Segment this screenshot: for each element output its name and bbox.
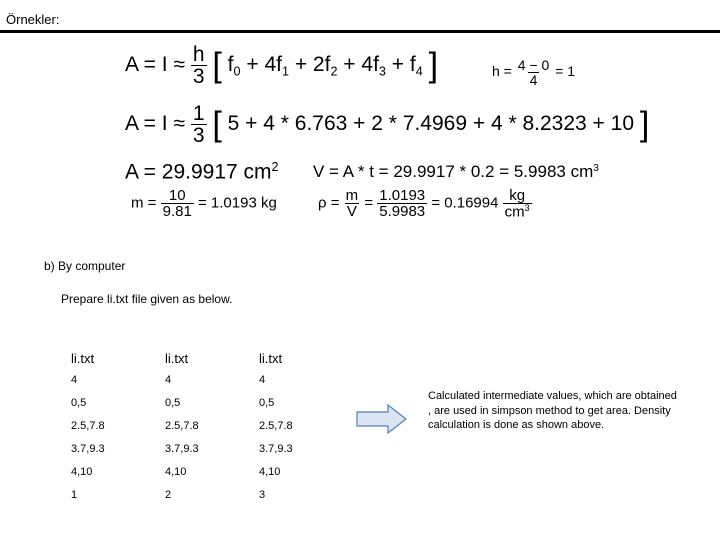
page-title: Örnekler: xyxy=(6,12,60,27)
table-cell: 2.5,7.8 xyxy=(259,419,293,432)
simpson-numeric-formula xyxy=(125,103,649,146)
simpson-formula xyxy=(125,44,438,87)
density-fraction-1 xyxy=(344,188,361,219)
density-unit-fraction xyxy=(503,188,532,219)
fraction2-numerator: 1 xyxy=(192,102,205,125)
column-header: li.txt xyxy=(165,351,189,366)
table-cell: 2.5,7.8 xyxy=(165,419,199,432)
mass-formula xyxy=(131,188,277,219)
mass-denominator: 9.81 xyxy=(162,203,192,220)
volume-text: V = A * t = 29.9917 * 0.2 = 5.9983 cm xyxy=(313,162,594,181)
density-fraction-2 xyxy=(377,188,427,219)
density-rhs: = 0.16994 xyxy=(431,194,499,212)
density-unit-den-text: cm xyxy=(504,203,525,221)
density-f2-numerator: 1.0193 xyxy=(379,187,426,205)
column-header: li.txt xyxy=(71,351,95,366)
density-unit-denominator xyxy=(503,203,532,219)
formula-body: $f_0 + 4f_1 + 2f_2 + 4f_3 + f_4$ xyxy=(227,53,423,79)
section-subtitle: b) By computer xyxy=(44,259,126,273)
table-cell: 4,10 xyxy=(259,465,281,478)
bracket2-open: [ xyxy=(212,105,222,144)
table-row xyxy=(66,483,348,506)
volume-unit-power: 3 xyxy=(593,162,599,174)
formula2-lhs: A = I ≈ xyxy=(125,112,185,136)
formula2-fraction xyxy=(191,103,207,146)
table-cell: 3.7,9.3 xyxy=(259,442,293,455)
step-size-formula xyxy=(492,58,575,87)
area-text: A = 29.9917 cm xyxy=(125,160,272,184)
table-cell: 2 xyxy=(165,488,172,501)
right-arrow-icon xyxy=(356,404,408,434)
table-row xyxy=(66,460,348,483)
fraction-denominator: 3 xyxy=(192,65,205,88)
table-cell: 4 xyxy=(71,373,78,386)
table-cell: 3.7,9.3 xyxy=(165,442,199,455)
bracket-open: [ xyxy=(212,46,222,85)
bracket-close: ] xyxy=(428,46,439,85)
h-denominator: 4 xyxy=(529,72,538,88)
h-rhs: = 1 xyxy=(555,63,576,80)
table-cell: 1 xyxy=(71,488,78,501)
formula2-body: 5 + 4 * 6.763 + 2 * 7.4969 + 4 * 8.2323 + 10 xyxy=(227,112,634,136)
explanation-note: Calculated intermediate values, which are obtained , are used in simpson method to get area. Density calculation is done as shown above. xyxy=(428,390,677,431)
area-result xyxy=(125,160,279,185)
formula-lhs: A = I ≈ xyxy=(125,53,185,77)
instruction-text: Prepare li.txt file given as below. xyxy=(61,292,233,306)
bracket2-close: ] xyxy=(639,105,650,144)
table-cell: 4,10 xyxy=(71,465,93,478)
density-f2-denominator: 5.9983 xyxy=(379,203,426,221)
table-cell: 2.5,7.8 xyxy=(71,419,105,432)
h-fraction xyxy=(516,58,552,87)
density-equals: = xyxy=(364,194,374,212)
table-row xyxy=(66,368,348,391)
table-cell: 3 xyxy=(259,488,266,501)
h-lhs: h = xyxy=(492,63,512,80)
table-cell: 0,5 xyxy=(71,396,87,409)
density-formula xyxy=(318,188,532,219)
h-numerator: 4 − 0 xyxy=(517,57,550,73)
table-header-row xyxy=(66,340,348,368)
table-cell: 4,10 xyxy=(165,465,187,478)
density-unit-numerator: kg xyxy=(509,187,526,204)
table-cell: 0,5 xyxy=(165,396,181,409)
density-f1-numerator: m xyxy=(345,187,359,205)
mass-lhs: m = xyxy=(131,194,157,212)
files-table xyxy=(66,340,348,506)
table-cell: 0,5 xyxy=(259,396,275,409)
density-f1-denominator: V xyxy=(346,203,357,221)
title-divider xyxy=(0,30,720,33)
mass-numerator: 10 xyxy=(168,187,186,204)
table-row xyxy=(66,437,348,460)
table-cell: 4 xyxy=(259,373,266,386)
table-row xyxy=(66,391,348,414)
fraction2-denominator: 3 xyxy=(192,124,205,147)
volume-result xyxy=(313,162,599,182)
table-cell: 3.7,9.3 xyxy=(71,442,105,455)
table-row xyxy=(66,414,348,437)
mass-fraction xyxy=(161,188,194,219)
table-cell: 4 xyxy=(165,373,172,386)
column-header: li.txt xyxy=(259,351,283,366)
area-unit-power: 2 xyxy=(271,160,279,174)
density-lhs: ρ = xyxy=(318,194,340,212)
mass-rhs: = 1.0193 kg xyxy=(197,194,277,212)
density-unit-den-power: 3 xyxy=(524,203,530,213)
fraction-numerator: h xyxy=(192,43,205,66)
formula-fraction xyxy=(191,44,207,87)
